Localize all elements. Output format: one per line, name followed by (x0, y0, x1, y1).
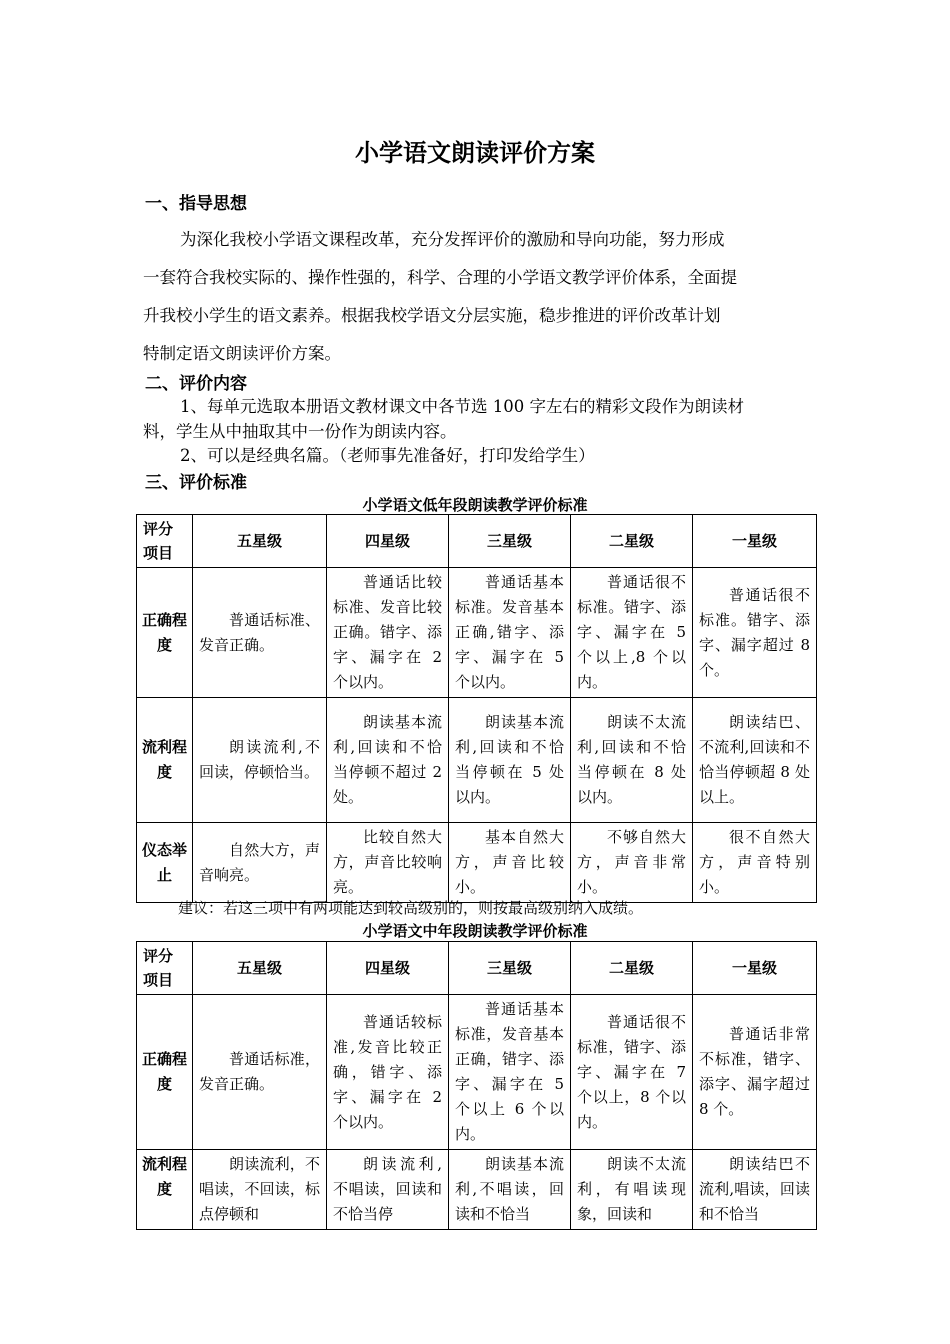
section-heading-guiding-idea: 一、指导思想 (145, 194, 247, 214)
table-header-row (137, 515, 817, 568)
row-label: 流利程度 (137, 698, 193, 823)
column-header: 二星级 (571, 515, 693, 568)
table-cell: 朗读基本流利,回读和不恰当停顿不超过 2 处。 (327, 698, 449, 823)
table-cell: 朗读流利，不唱读，不回读，标点停顿和 (193, 1150, 327, 1230)
table-cell: 朗读基本流利,不唱读，回读和不恰当 (449, 1150, 571, 1230)
table-note: 建议：若这三项中有两项能达到较高级别的，则按最高级别纳入成绩。 (178, 899, 644, 917)
table-cell: 比较自然大方，声音比较响亮。 (327, 823, 449, 903)
row-label: 正确程度 (137, 568, 193, 698)
column-header: 一星级 (693, 515, 817, 568)
column-header: 二星级 (571, 942, 693, 995)
table-header-row (137, 942, 817, 995)
row-label: 仪态举止 (137, 823, 193, 903)
section-heading-standards: 三、评价标准 (145, 473, 247, 493)
table-cell: 朗读不太流利,回读和不恰当停顿在 8 处以内。 (571, 698, 693, 823)
table-cell: 朗读不太流利，有唱读现象，回读和 (571, 1150, 693, 1230)
row-label: 流利程度 (137, 1150, 193, 1230)
column-header: 三星级 (449, 515, 571, 568)
corner-cell: 评分项目 (137, 515, 193, 568)
table-cell: 朗读流利,不回读，停顿恰当。 (193, 698, 327, 823)
table-cell: 普通话标准、发音正确。 (193, 568, 327, 698)
table-cell: 很不自然大方，声音特别小。 (693, 823, 817, 903)
table-row (137, 995, 817, 1150)
column-header: 四星级 (327, 515, 449, 568)
table-cell: 普通话比较标准、发音比较正确。错字、添字、漏字在 2 个以内。 (327, 568, 449, 698)
table-cell: 基本自然大方，声音比较小。 (449, 823, 571, 903)
table-cell: 普通话非常不标准，错字、添字、漏字超过 8 个。 (693, 995, 817, 1150)
table-cell: 普通话较标准,发音比较正确，错字、添字、漏字在 2 个以内。 (327, 995, 449, 1150)
table-cell: 普通话基本标准。发音基本正确,错字、添字、漏字在 5 个以内。 (449, 568, 571, 698)
table-mid-grade-standards (136, 941, 817, 1230)
column-header: 三星级 (449, 942, 571, 995)
table-cell: 自然大方，声音响亮。 (193, 823, 327, 903)
table-cell: 不够自然大方，声音非常小。 (571, 823, 693, 903)
column-header: 五星级 (193, 515, 327, 568)
column-header: 四星级 (327, 942, 449, 995)
table-row (137, 1150, 817, 1230)
document-title: 小学语文朗读评价方案 (355, 139, 595, 167)
column-header: 五星级 (193, 942, 327, 995)
table-low-caption: 小学语文低年段朗读教学评价标准 (362, 496, 588, 514)
paragraph-line: 一套符合我校实际的、操作性强的，科学、合理的小学语文教学评价体系，全面提 (143, 268, 737, 287)
content-item-2: 2、可以是经典名篇。（老师事先准备好，打印发给学生） (180, 446, 595, 465)
section-heading-content: 二、评价内容 (145, 374, 247, 394)
table-row (137, 568, 817, 698)
table-cell: 普通话标准，发音正确。 (193, 995, 327, 1150)
table-low-grade-standards (136, 514, 817, 903)
table-cell: 朗读流利,不唱读，回读和不恰当停 (327, 1150, 449, 1230)
paragraph-line: 为深化我校小学语文课程改革，充分发挥评价的激励和导向功能，努力形成 (180, 230, 725, 249)
table-row (137, 698, 817, 823)
column-header: 一星级 (693, 942, 817, 995)
table-cell: 普通话很不标准。错字、添字、漏字在 5 个以上,8 个以内。 (571, 568, 693, 698)
paragraph-line: 升我校小学生的语文素养。根据我校学语文分层实施，稳步推进的评价改革计划 (143, 306, 721, 325)
table-cell: 朗读结巴不流利,唱读，回读和不恰当 (693, 1150, 817, 1230)
row-label: 正确程度 (137, 995, 193, 1150)
content-item-1-line: 1、每单元选取本册语文教材课文中各节选 100 字左右的精彩文段作为朗读材 (180, 397, 744, 416)
table-cell: 普通话基本标准，发音基本正确，错字、添字、漏字在 5 个以上 6 个以内。 (449, 995, 571, 1150)
corner-cell: 评分项目 (137, 942, 193, 995)
table-cell: 朗读基本流利,回读和不恰当停顿在 5 处以内。 (449, 698, 571, 823)
table-cell: 普通话很不标准。错字、添字、漏字超过 8 个。 (693, 568, 817, 698)
table-mid-caption: 小学语文中年段朗读教学评价标准 (362, 922, 588, 940)
table-cell: 普通话很不标准，错字、添字、漏字在 7 个以上，8 个以内。 (571, 995, 693, 1150)
table-cell: 朗读结巴、不流利,回读和不恰当停顿超 8 处以上。 (693, 698, 817, 823)
content-item-1-line: 料，学生从中抽取其中一份作为朗读内容。 (143, 422, 457, 441)
paragraph-line: 特制定语文朗读评价方案。 (143, 344, 341, 363)
table-row (137, 823, 817, 903)
